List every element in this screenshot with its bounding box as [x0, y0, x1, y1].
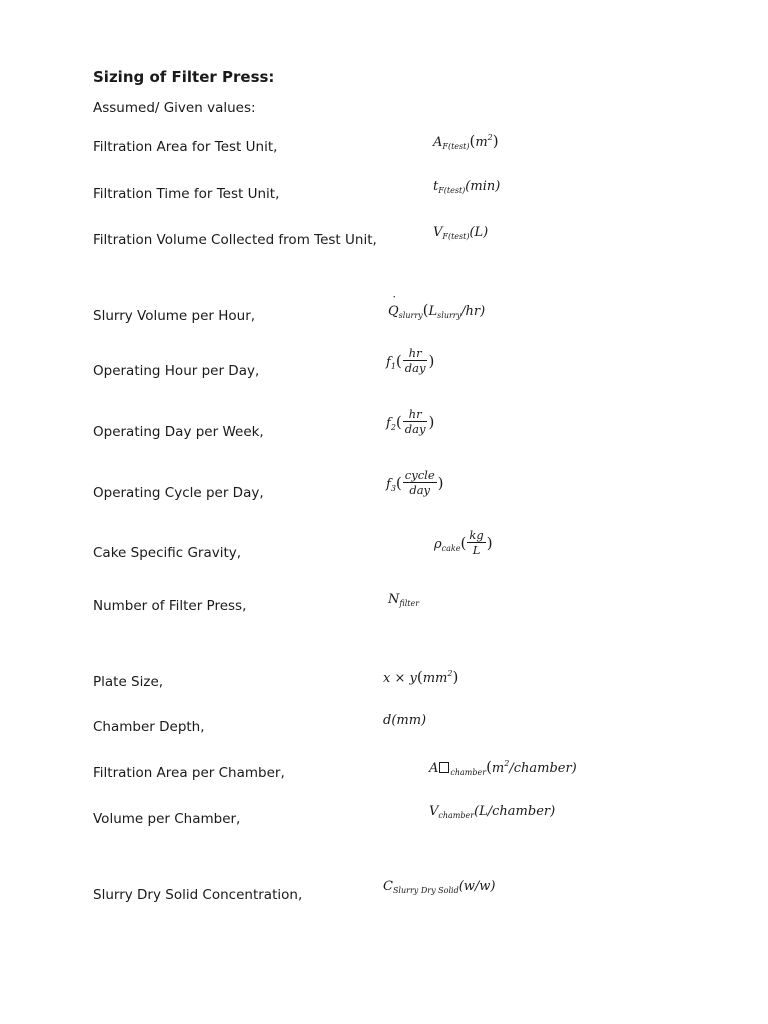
label-slurry-dry-solid: Slurry Dry Solid Concentration,: [93, 887, 303, 903]
formula-volume-chamber: $V_{chamber}(L/chamber)$: [429, 804, 556, 820]
label-cake-specific-gravity: Cake Specific Gravity,: [93, 545, 242, 561]
page-title: Sizing of Filter Press:: [93, 68, 275, 86]
label-filtration-volume-test: Filtration Volume Collected from Test Unit,: [93, 232, 377, 248]
formula-time-test: $t_{F(test)}(\min)$: [433, 179, 501, 195]
formula-volume-test: $V_{F(test)}(L)$: [433, 225, 489, 241]
label-operating-hour-day: Operating Hour per Day,: [93, 363, 260, 379]
placeholder-box-icon: [439, 762, 449, 773]
formula-number-filter: $N_{filter}$: [388, 592, 420, 608]
subtitle: Assumed/ Given values:: [93, 100, 256, 116]
label-operating-cycle-day: Operating Cycle per Day,: [93, 485, 264, 501]
formula-operating-cycle: $f_3$( $\frac{\text{cycle}}{\text{day}}$ ): [386, 468, 444, 497]
formula-slurry-volume: ˙ $Q_{slurry}(L_{slurry}/hr)$: [388, 301, 485, 320]
formula-operating-hour: $f_1$( $\frac{hr}{\text{day}}$ ): [386, 346, 435, 375]
label-volume-chamber: Volume per Chamber,: [93, 811, 241, 827]
formula-slurry-dry-solid: $C_{Slurry Dry Solid}(w/w)$: [383, 879, 496, 895]
formula-plate-size: $x \times y(mm^2)$: [383, 668, 459, 686]
formula-area-test: $A_{F(test)}(m^2)$: [433, 132, 499, 151]
formula-operating-day: $f_2$( $\frac{hr}{\text{day}}$ ): [386, 407, 435, 436]
label-chamber-depth: Chamber Depth,: [93, 719, 205, 735]
label-filtration-area-test: Filtration Area for Test Unit,: [93, 139, 278, 155]
formula-chamber-depth: d(mm): [383, 713, 427, 728]
label-filtration-area-chamber: Filtration Area per Chamber,: [93, 765, 285, 781]
formula-area-chamber: A $_{chamber}(m^2/chamber)$: [429, 758, 577, 777]
label-operating-day-week: Operating Day per Week,: [93, 424, 264, 440]
formula-cake-density: $\rho_{cake}$( $\frac{kg}{L}$ ): [434, 528, 493, 557]
label-filtration-time-test: Filtration Time for Test Unit,: [93, 186, 280, 202]
label-plate-size: Plate Size,: [93, 674, 164, 690]
label-slurry-volume-hour: Slurry Volume per Hour,: [93, 308, 256, 324]
label-number-filter-press: Number of Filter Press,: [93, 598, 247, 614]
